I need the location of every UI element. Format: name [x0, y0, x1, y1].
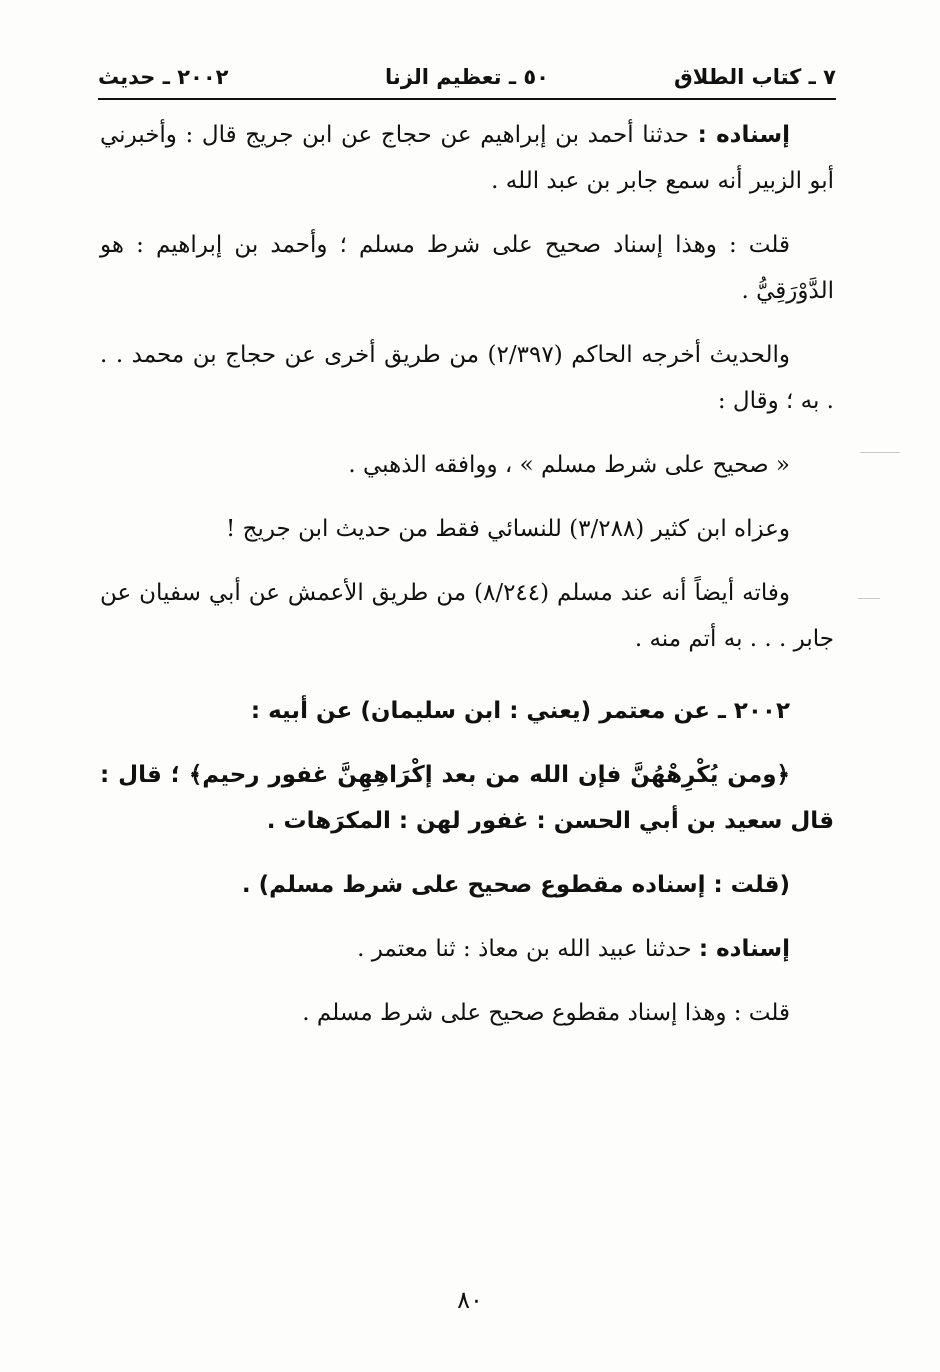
- hadith-final-grading: قلت : وهذا إسناد مقطوع صحيح على شرط مسلم .: [302, 1000, 790, 1026]
- header-book-title: ٧ ـ كتاب الطلاق: [674, 65, 836, 89]
- paragraph-text: والحديث أخرجه الحاكم (٢/٣٩٧) من طريق أخرى عن حجاج بن محمد . . . به ؛ وقال :: [100, 342, 834, 414]
- header-hadith-number: ٢٠٠٢ ـ حديث: [98, 65, 229, 89]
- paragraph-text: قلت : وهذا إسناد صحيح على شرط مسلم ؛ وأحمد بن إبراهيم : هو الدَّوْرَقِيُّ .: [100, 232, 834, 304]
- header-rule: [98, 98, 836, 100]
- paragraph-text: حدثنا أحمد بن إبراهيم عن حجاج عن ابن جريج قال : وأخبرني أبو الزبير أنه سمع جابر بن عبد الله .: [100, 122, 834, 194]
- hadith-heading: ٢٠٠٢ ـ عن معتمر (يعني : ابن سليمان) عن أبيه :: [250, 698, 790, 724]
- paragraph-muslim: [100, 570, 834, 662]
- page-number: ٨٠: [457, 1286, 483, 1314]
- header-chapter-title: ٥٠ ـ تعظيم الزنا: [385, 65, 549, 89]
- isnad-text: حدثنا عبيد الله بن معاذ : ثنا معتمر .: [357, 936, 692, 962]
- paragraph-grading: [100, 222, 834, 314]
- hadith-grading-note: (قلت : إسناده مقطوع صحيح على شرط مسلم) .: [241, 872, 790, 898]
- paragraph-takhrij-hakim: [100, 332, 834, 424]
- paragraph-text: وفاته أيضاً أنه عند مسلم (٨/٢٤٤) من طريق الأعمش عن أبي سفيان عن جابر . . . به أتم منه .: [100, 580, 834, 652]
- scan-artifact: [860, 452, 900, 453]
- page-body: [100, 112, 834, 1054]
- scan-artifact: [858, 598, 880, 599]
- paragraph-isnad: [100, 112, 834, 204]
- running-header: [98, 58, 836, 96]
- paragraph-ibn-kathir: [100, 506, 834, 552]
- paragraph-lead: إسناده :: [697, 122, 790, 148]
- paragraph-hakim-quote: [100, 442, 834, 488]
- hadith-text: ﴿ومن يُكْرِهْهُنَّ فإن الله من بعد إكْرَاهِهِنَّ غفور رحيم﴾ ؛ قال : قال سعيد بن أبي الحسن : غفور لهن : المكرَهات .: [100, 762, 834, 834]
- hadith-isnad: [100, 926, 834, 972]
- paragraph-text: وعزاه ابن كثير (٣/٢٨٨) للنسائي فقط من حديث ابن جريج !: [226, 516, 790, 542]
- isnad-lead: إسناده :: [698, 936, 790, 962]
- paragraph-text: « صحيح على شرط مسلم » ، ووافقه الذهبي .: [348, 452, 790, 478]
